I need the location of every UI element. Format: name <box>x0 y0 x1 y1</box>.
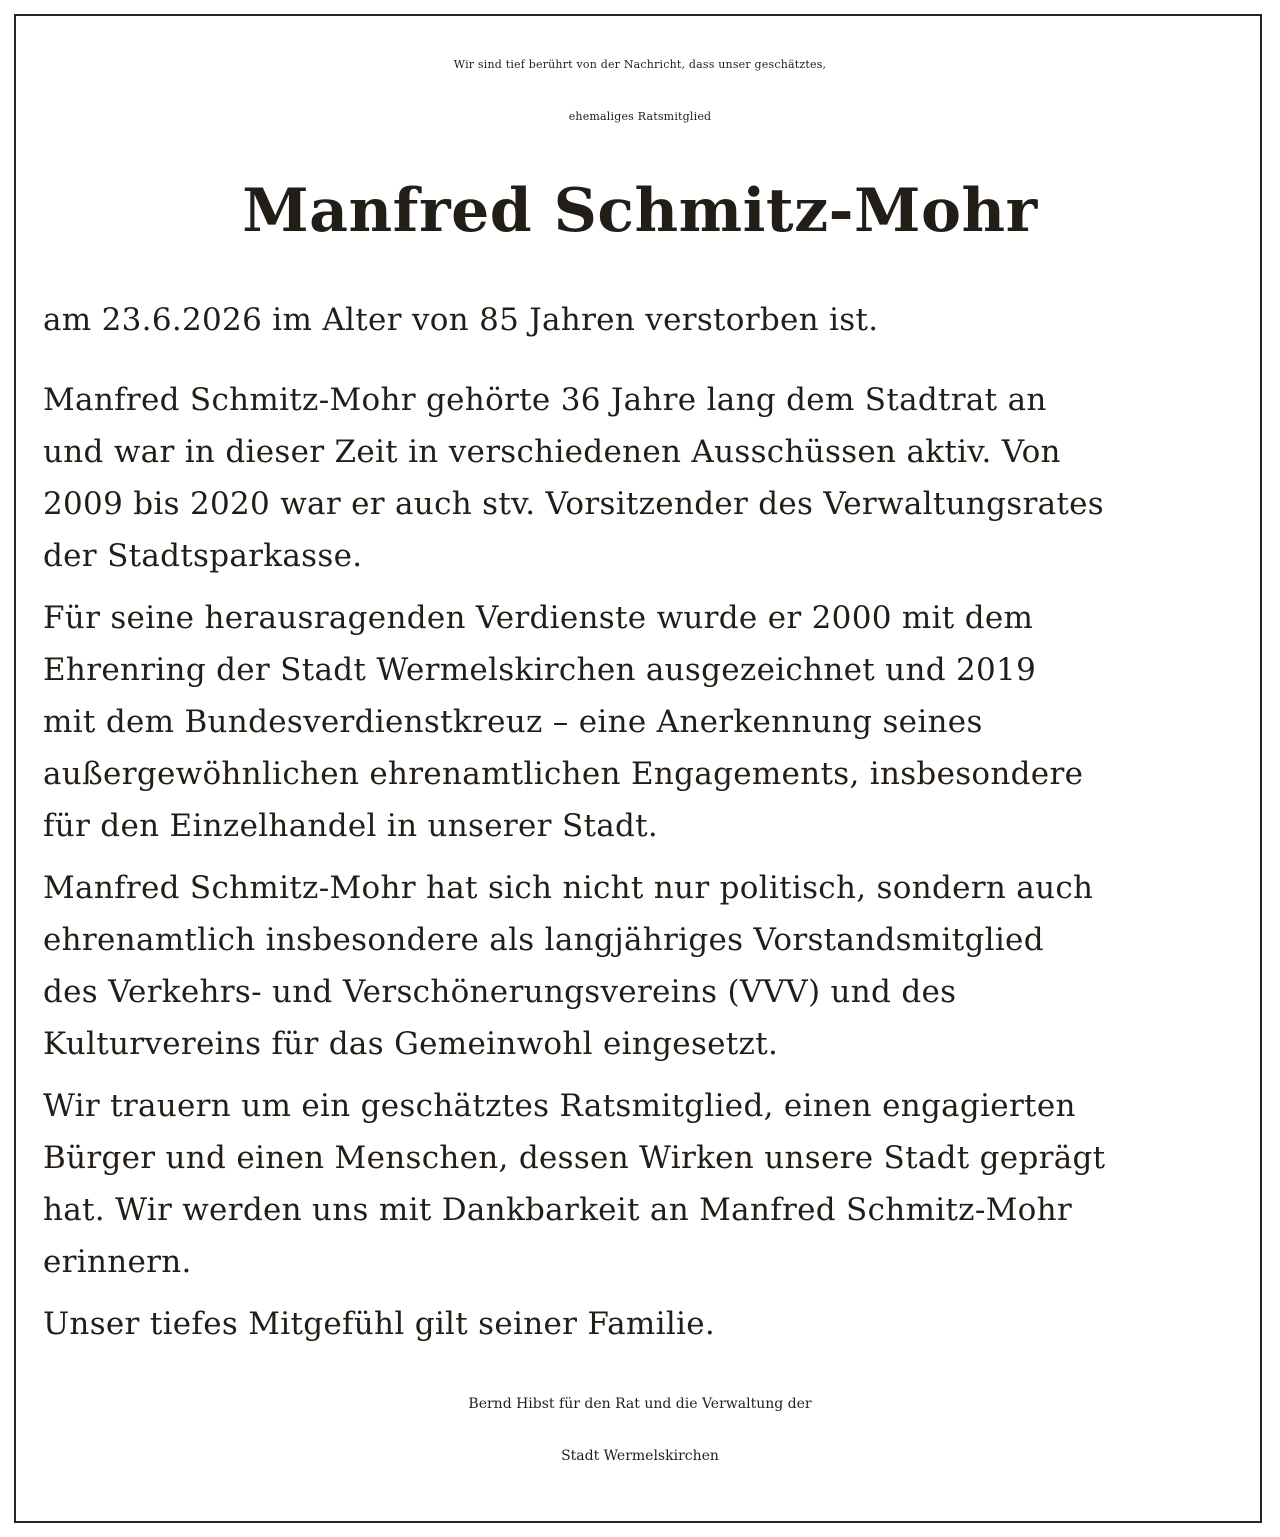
paragraph-line: ehrenamtlich insbesondere als langjähriges Vorstandsmitglied <box>43 922 1044 958</box>
paragraph-line: Manfred Schmitz-Mohr gehörte 36 Jahre lang dem Stadtrat an <box>43 382 1047 418</box>
paragraph-line: Manfred Schmitz-Mohr hat sich nicht nur politisch, sondern auch <box>43 870 1094 906</box>
paragraph-line: mit dem Bundesverdienstkreuz – eine Anerkennung seines <box>43 704 983 740</box>
paragraph-line: Bürger und einen Menschen, dessen Wirken unsere Stadt geprägt <box>43 1140 1106 1176</box>
paragraph-line: für den Einzelhandel in unserer Stadt. <box>43 808 659 844</box>
paragraph-line: Ehrenring der Stadt Wermelskirchen ausgezeichnet und 2019 <box>43 652 1037 688</box>
paragraph-line: und war in dieser Zeit in verschiedenen Ausschüssen aktiv. Von <box>43 434 1061 470</box>
paragraph-line: außergewöhnlichen ehrenamtlichen Engagements, insbesondere <box>43 756 1084 792</box>
paragraph-line: hat. Wir werden uns mit Dankbarkeit an Manfred Schmitz-Mohr <box>43 1192 1072 1228</box>
deceased-name: Manfred Schmitz-Mohr <box>242 176 1038 246</box>
intro-line-2: ehemaliges Ratsmitglied <box>568 110 712 123</box>
paragraph-line: erinnern. <box>43 1244 192 1280</box>
obituary-notice <box>14 14 1262 1523</box>
paragraph-line: Für seine herausragenden Verdienste wurde er 2000 mit dem <box>43 600 1034 636</box>
paragraph-line: des Verkehrs- und Verschönerungsvereins (VVV) und des <box>43 974 957 1010</box>
paragraph-line: der Stadtsparkasse. <box>43 538 363 574</box>
paragraph-line: Kulturvereins für das Gemeinwohl eingesetzt. <box>43 1026 779 1062</box>
paragraph-line: Wir trauern um ein geschätztes Ratsmitglied, einen engagierten <box>43 1088 1076 1124</box>
intro-line-1: Wir sind tief berührt von der Nachricht, dass unser geschätztes, <box>453 58 827 71</box>
signature-line-2: Stadt Wermelskirchen <box>561 1448 719 1464</box>
signature-line-1: Bernd Hibst für den Rat und die Verwaltung der <box>468 1396 812 1412</box>
paragraph-line: Unser tiefes Mitgefühl gilt seiner Familie. <box>43 1306 716 1342</box>
paragraph-line: 2009 bis 2020 war er auch stv. Vorsitzender des Verwaltungsrates <box>43 486 1105 522</box>
death-line: am 23.6.2026 im Alter von 85 Jahren verstorben ist. <box>43 302 879 338</box>
